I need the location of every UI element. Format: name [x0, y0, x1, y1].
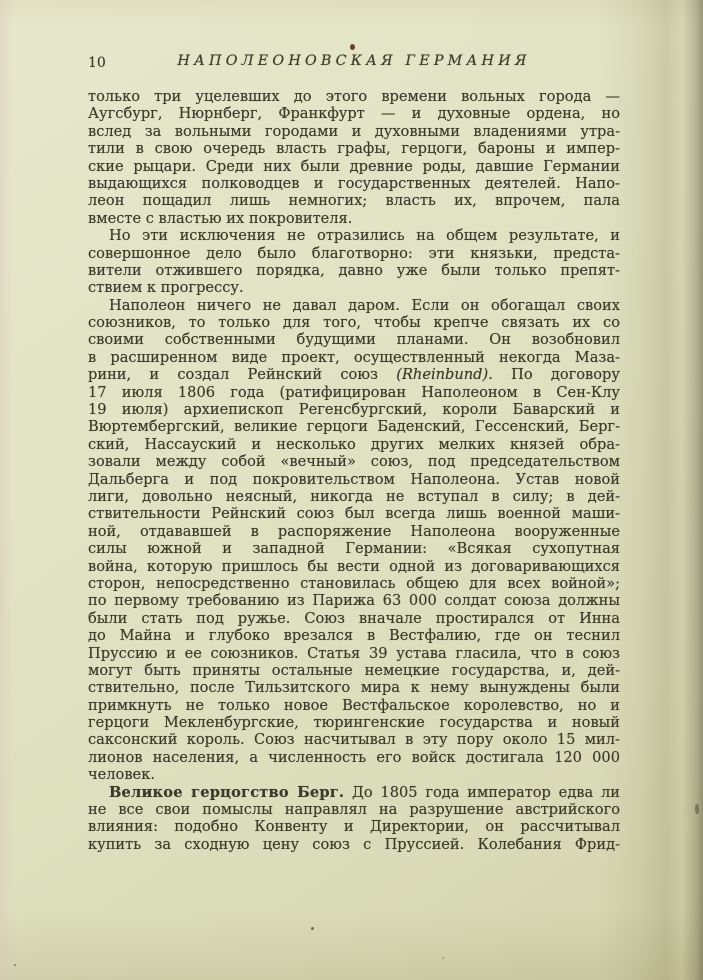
red-ink-stain: [350, 44, 355, 50]
page-number: 10: [88, 55, 106, 71]
text-line: влияния: подобно Конвенту и Директории, он рассчитывал: [88, 818, 620, 836]
page-edge-mark: [695, 804, 699, 814]
text-line: 19 июля) архиепископ Регенсбургский, короли Баварский и: [88, 401, 620, 419]
text-line: вместе с властью их покровителя.: [88, 209, 353, 227]
text-line: Дальберга и под покровительством Наполеона. Устав новой: [88, 470, 620, 488]
running-head: НАПОЛЕОНОВСКАЯ ГЕРМАНИЯ: [177, 53, 531, 69]
text-line: война, которую пришлось бы вести одной из договаривающихся: [88, 557, 620, 575]
text-line: леон пощадил лишь немногих; власть их, впрочем, пала: [88, 192, 620, 210]
text-line: не все свои помыслы направлял на разрушение австрийского: [88, 801, 620, 819]
text-line: ной, отдававшей в распоряжение Наполеона вооруженные: [88, 522, 620, 540]
text-line: тили в свою очередь власть графы, герцоги, бароны и импер-: [88, 140, 620, 158]
text-line: ствительности Рейнский союз был всегда лишь военной маши-: [88, 505, 620, 523]
text-line: Пруссию и ее союзников. Статья 39 устава гласила, что в союз: [88, 644, 620, 662]
paragraph: [88, 88, 620, 227]
text-line: купить за сходную цену союз с Пруссией. Колебания Фрид-: [88, 835, 620, 853]
text-line: вители отжившего порядка, давно уже были только препят-: [88, 261, 620, 279]
text-line: в расширенном виде проект, осуществленный некогда Маза-: [88, 348, 620, 366]
text-line: вслед за вольными городами и духовными владениями утра-: [88, 122, 620, 140]
paragraph: [88, 227, 620, 297]
text-line: человек.: [88, 766, 155, 784]
text-line: только три уцелевших до этого времени вольных города —: [88, 88, 620, 105]
text-line: силы южной и западной Германии: «Всякая сухопутная: [88, 540, 620, 558]
ink-speck: [311, 927, 314, 930]
text-line: зовали между собой «вечный» союз, под председательством: [88, 453, 620, 471]
text-line: выдающихся полководцев и государственных деятелей. Напо-: [88, 174, 620, 192]
text-line: ствительно, после Тильзитского мира к нему вынуждены были: [88, 679, 620, 697]
text-line: были стать под ружье. Союз вначале простирался от Инна: [88, 609, 620, 627]
text-line: герцоги Мекленбургские, тюрингенские государства и новый: [88, 714, 620, 732]
text-line: ский, Нассауский и несколько других мелких князей обра-: [88, 435, 620, 453]
text-block: [88, 88, 620, 853]
text-line: ствием к прогрессу.: [88, 279, 244, 297]
text-line: союзников, то только для того, чтобы крепче связать их со: [88, 314, 620, 332]
text-line: до Майна и глубоко врезался в Вестфалию, где он теснил: [88, 627, 620, 645]
text-line: лионов населения, а численность его войск достигала 120 000: [88, 748, 620, 766]
text-line: Вюртембергский, великие герцоги Баденский, Гессенский, Берг-: [88, 418, 620, 436]
text-line: Но эти исключения не отразились на общем результате, и: [109, 227, 620, 245]
text-line: сторон, непосредственно становилась общею для всех войной»;: [88, 574, 620, 592]
text-line: совершонное дело было благотворно: эти князьки, предста-: [88, 244, 620, 262]
ink-speck: [14, 964, 16, 966]
text-line: Наполеон ничего не давал даром. Если он обогащал своих: [109, 296, 620, 314]
ink-speck: [442, 957, 444, 959]
text-line: примкнуть не только новое Вестфальское королевство, но и: [88, 696, 620, 714]
text-line: саксонский король. Союз насчитывал в эту пору около 15 мил-: [88, 731, 620, 749]
text-line: Аугсбург, Нюрнберг, Франкфурт — и духовные ордена, но: [88, 105, 620, 123]
text-line: могут быть приняты остальные немецкие государства, и, дей-: [88, 661, 620, 679]
text-line: ские рыцари. Среди них были древние роды, давшие Германии: [88, 157, 620, 175]
paragraph: [88, 784, 620, 854]
text-line: своими собственными будущими планами. Он возобновил: [88, 331, 620, 349]
text-line: 17 июля 1806 года (ратифицирован Наполеоном в Сен-Клу: [88, 383, 620, 401]
text-line: рини, и создал Рейнский союз (Rheinbund). По договору: [88, 366, 620, 384]
text-line: лиги, довольно неясный, никогда не вступал в силу; в дей-: [88, 487, 620, 505]
text-line: по первому требованию из Парижа 63 000 солдат союза должны: [88, 592, 620, 610]
text-line: Великое герцогство Берг. До 1805 года император едва ли: [109, 783, 620, 801]
paragraph: [88, 297, 620, 784]
